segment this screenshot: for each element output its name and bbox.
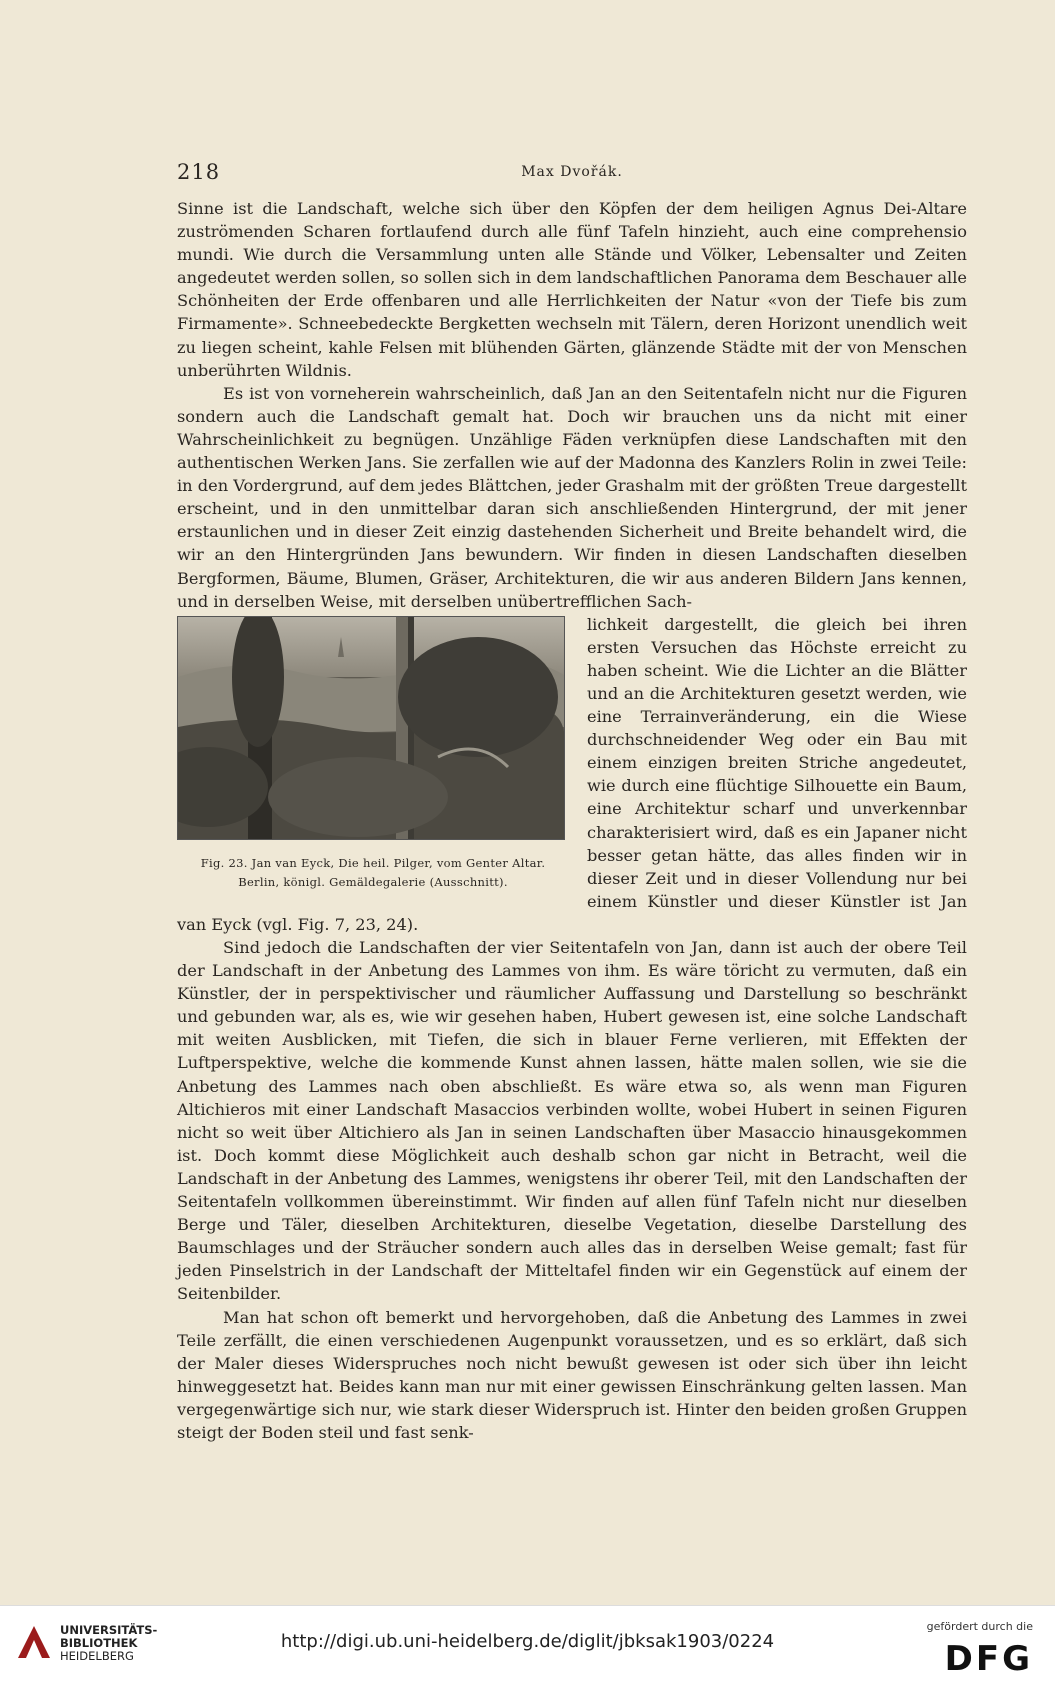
page-number: 218: [177, 160, 221, 184]
caption-line-1: Fig. 23. Jan van Eyck, Die heil. Pilger, vom Genter Altar.: [200, 855, 546, 870]
library-name-line-2: BIBLIOTHEK: [60, 1636, 138, 1650]
running-title: Max Dvořák.: [521, 164, 623, 180]
paragraph-4: Sind jedoch die Landschaften der vier Seitentafeln von Jan, dann ist auch der obere Teil der Landschaft in der Anbetung des Lammes von ihm. Es wäre töricht zu vermuten, daß ein Künstler, der in perspektivischer und räumlicher Auffassung und Darstellung so beschränkt und gebunden war, als es, wie wir gesehen haben, Hubert gewesen ist, eine solche Landschaft mit weiten Ausblicken, mit Tiefen, die sich in blauer Ferne verlieren, mit Effekten der Luftperspektive, welche die kommende Kunst ahnen lassen, hätte malen sollen, wie sie die Anbetung des Lammes nach oben abschließt. Es wäre etwa so, als wenn man Figuren Altichieros mit einer Landschaft Masaccios verbinden wollte, wobei Hubert in seinen Figuren nicht so weit über Altichiero als Jan in seinen Landschaften über Masaccio hinausgekommen ist. Doch kommt diese Möglichkeit auch deshalb schon gar nicht in Betracht, weil die Landschaft in der Anbetung des Lammes, wenigstens ihr oberer Teil, mit den Landschaften der Seitentafeln vollkommen übereinstimmt. Wir finden auf allen fünf Tafeln nicht nur dieselben Berge und Täler, dieselben Architekturen, dieselbe Vegetation, dieselbe Darstellung des Baumschlages und der Sträucher sondern auch alles das in derselben Weise gemalt; fast für jeden Pinselstrich in der Landschaft der Mitteltafel finden wir ein Gegenstück auf einem der Seitenbilder.: [177, 938, 967, 1304]
library-name-line-1: UNIVERSITÄTS-: [60, 1623, 158, 1637]
landscape-painting-image: [177, 616, 565, 840]
page-header: [177, 160, 967, 184]
figure-23: [177, 616, 569, 892]
paragraph-1: Sinne ist die Landschaft, welche sich über den Köpfen der dem heiligen Agnus Dei-Altare zuströmenden Scharen fortlaufend durch alle fünf Tafeln hinzieht, auch eine comprehensio mundi. Wie durch die Versammlung unten alle Stände und Völker, Lebensalter und Zeiten angedeutet werden sollen, so sollen sich in dem landschaftlichen Panorama dem Beschauer alle Schönheiten der Erde offenbaren und alle Herrlichkeiten der Natur «von der Tiefe bis zum Firmamente». Schneebedeckte Bergketten wechseln mit Tälern, deren Horizont unendlich weit zu liegen scheint, kahle Felsen mit blühenden Gärten, glänzende Städte mit der von Menschen unberührten Wildnis.: [177, 199, 967, 380]
funding-label: gefördert durch die: [926, 1620, 1033, 1633]
dfg-logo: DFG: [944, 1639, 1033, 1679]
paragraph-5: Man hat schon oft bemerkt und hervorgehoben, daß die Anbetung des Lammes in zwei Teile zerfällt, die einen verschiedenen Augenpunkt voraussetzen, und es so erklärt, daß sich der Maler dieses Widerspruches noch nicht bewußt gewesen ist oder sich über ihn leicht hinweggesetzt hat. Beides kann man nur mit einer gewissen Einschränkung gelten lassen. Man vergegenwärtige sich nur, wie stark dieser Widerspruch ist. Hinter den beiden großen Gruppen steigt der Boden steil und fast senk-: [177, 1307, 967, 1442]
digitization-footer: [0, 1605, 1055, 1687]
permalink-url[interactable]: http://digi.ub.uni-heidelberg.de/diglit/jbksak1903/0224: [280, 1631, 775, 1652]
library-name-line-3: HEIDELBERG: [60, 1649, 134, 1663]
caption-line-2: Berlin, königl. Gemäldegalerie (Ausschnitt).: [238, 874, 508, 889]
paragraph-2: Es ist von vorneherein wahrscheinlich, daß Jan an den Seitentafeln nicht nur die Figuren sondern auch die Landschaft gemalt hat. Doch wir brauchen uns da nicht mit einer Wahrscheinlichkeit zu begnügen. Unzählige Fäden verknüpfen diese Landschaften mit den authentischen Werken Jans. Sie zerfallen wie auf der Madonna des Kanzlers Rolin in zwei Teile: in den Vordergrund, auf dem jedes Blättchen, jeder Grashalm mit der größten Treue dargestellt erscheint, und in den unmittelbar daran sich anschließenden Hintergrund, der mit jener erstaunlichen und in dieser Zeit einzig dastehenden Sicherheit und Breite behandelt wird, die wir an den Hintergründen Jans bewundern. Wir finden in diesen Landschaften dieselben Bergformen, Bäume, Blumen, Gräser, Architekturen, die wir aus anderen Bildern Jans kennen, und in derselben Weise, mit derselben unübertrefflichen Sach-: [177, 383, 967, 611]
figure-caption: [177, 854, 569, 892]
paragraph-3: lichkeit dargestellt, die gleich bei ihren ersten Versuchen das Höchste erreicht zu haben scheint. Wie die Lichter an die Blätter und an die Architekturen gesetzt werden, wie eine Terrainveränderung, ein die Wiese durchschneidender Weg oder ein Bau mit einem einzigen breiten Striche angedeutet, wie durch eine flüchtige Silhouette ein Baum, eine Architektur scharf und unverkennbar charakterisiert wird, daß es ein Japaner nicht besser getan hätte, das alles finden wir in dieser Zeit und in dieser Vollendung nur bei einem Künstler und dieser Künstler ist Jan van Eyck (vgl. Fig. 7, 23, 24).: [177, 614, 967, 934]
body-text: [177, 197, 967, 1444]
